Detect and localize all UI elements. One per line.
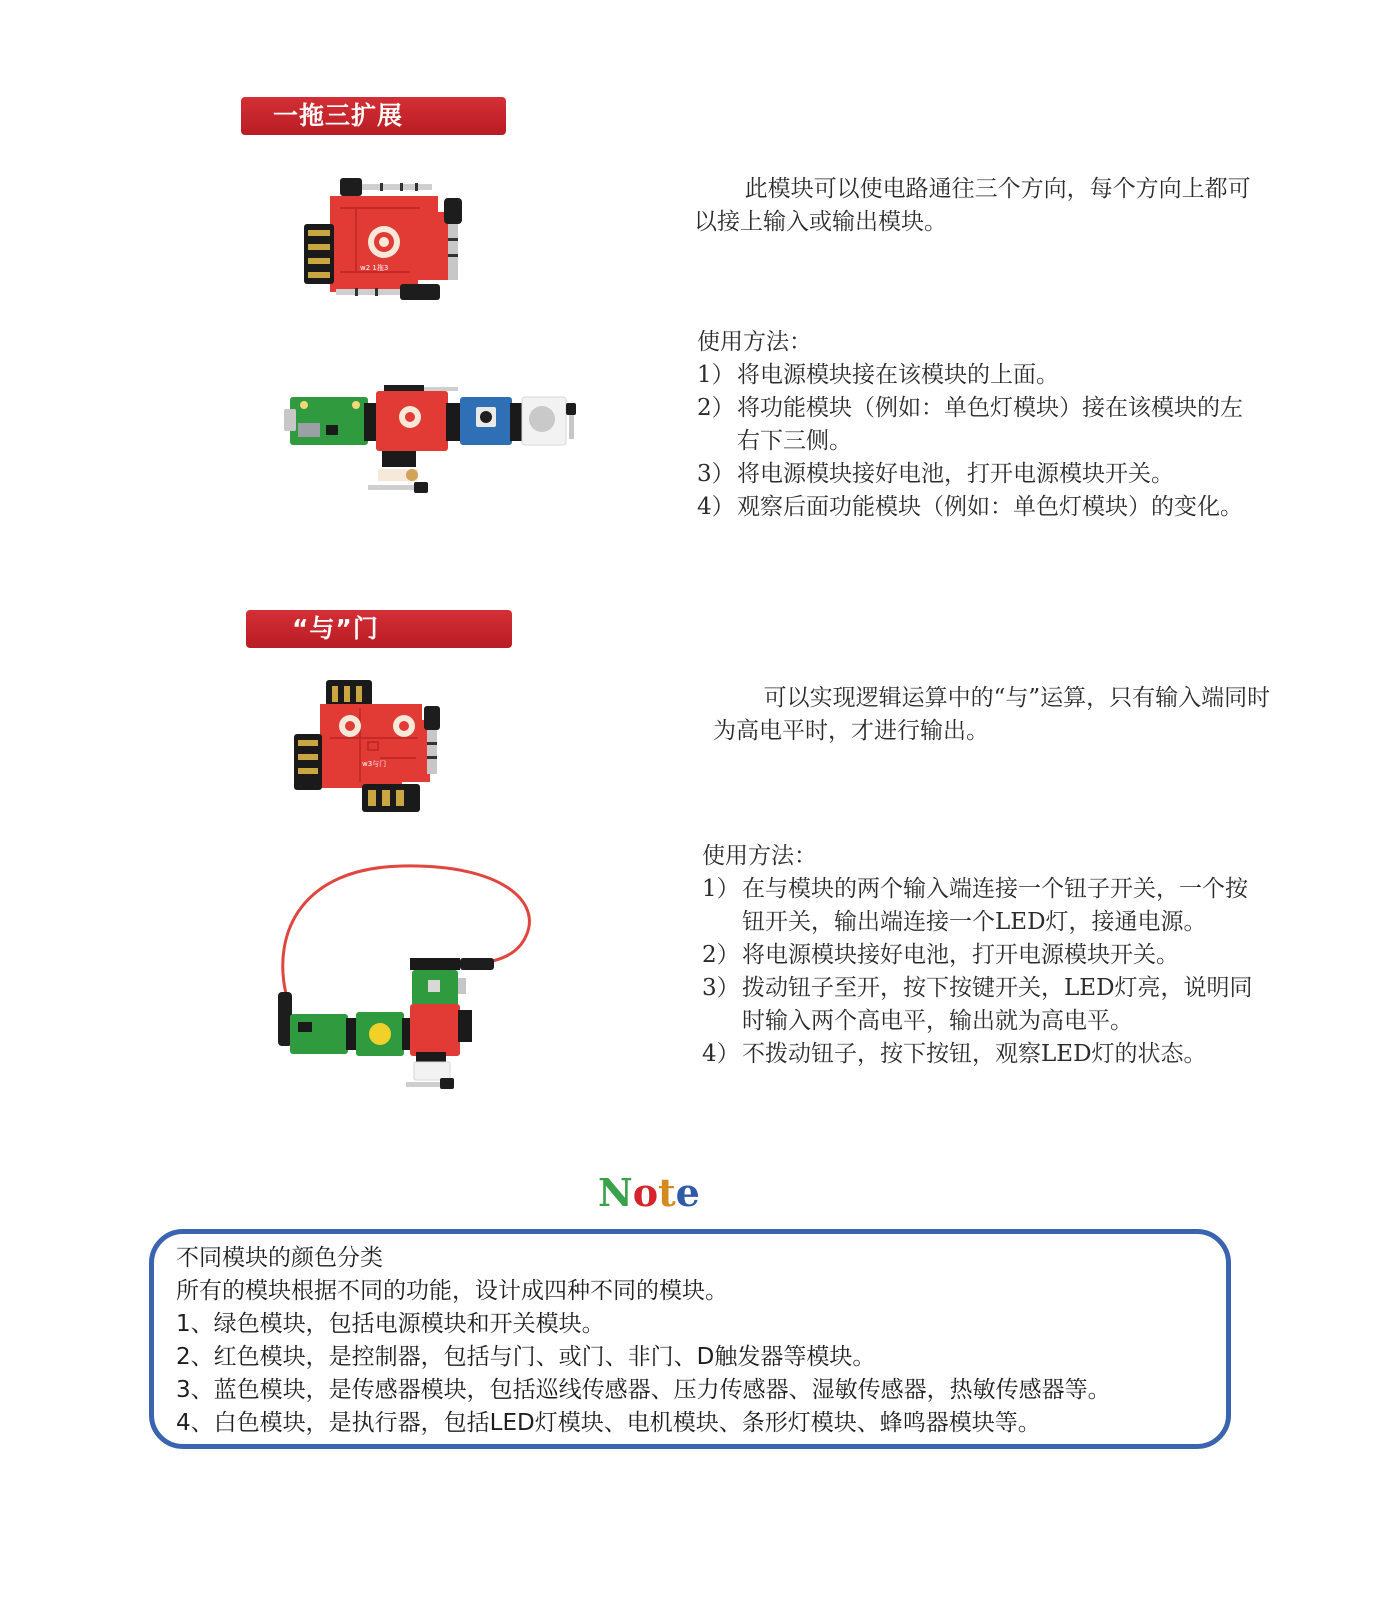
- step-text: 将功能模块（例如：单色灯模块）接在该模块的左右下三侧。: [737, 395, 1243, 454]
- and-gate-circuit-photo: [272, 862, 542, 1092]
- note-line: 2、红色模块，是控制器，包括与门、或门、非门、D触发器等模块。: [176, 1344, 876, 1370]
- usage-step: [697, 359, 1257, 392]
- and-gate-usage: [702, 840, 1262, 1071]
- step-number: 3）: [702, 975, 740, 1001]
- note-logo-letter: e: [675, 1170, 700, 1215]
- usage-step: [697, 491, 1257, 524]
- usage-step: [702, 873, 1262, 939]
- step-number: 2）: [702, 942, 740, 968]
- and-gate-module-photo: [290, 678, 450, 818]
- and-gate-usage-steps: [702, 873, 1262, 1071]
- step-text: 将电源模块接好电池，打开电源模块开关。: [742, 942, 1179, 968]
- step-number: 1）: [697, 362, 735, 388]
- expander-description: 此模块可以使电路通往三个方向，每个方向上都可以接上输入或输出模块。: [694, 176, 1251, 235]
- and-gate-board-label: w3与门: [362, 760, 387, 768]
- step-text: 拨动钮子至开，按下按键开关，LED灯亮，说明同时输入两个高电平，输出就为高电平。: [742, 975, 1253, 1034]
- step-number: 1）: [702, 876, 740, 902]
- step-text: 观察后面功能模块（例如：单色灯模块）的变化。: [737, 494, 1243, 520]
- usage-step: [702, 1038, 1262, 1071]
- step-text: 在与模块的两个输入端连接一个钮子开关，一个按钮开关，输出端连接一个LED灯，接通电源。: [742, 876, 1248, 935]
- expander-usage: [697, 326, 1257, 524]
- step-text: 将电源模块接在该模块的上面。: [737, 362, 1059, 388]
- section-title-and-gate: “与”门: [246, 610, 512, 648]
- step-number: 2）: [697, 395, 735, 421]
- note-line: 3、蓝色模块，是传感器模块，包括巡线传感器、压力传感器、湿敏传感器，热敏传感器等。: [176, 1377, 1111, 1403]
- note-box: [149, 1229, 1231, 1449]
- usage-step: [697, 392, 1257, 458]
- usage-step: [697, 458, 1257, 491]
- step-number: 3）: [697, 461, 735, 487]
- note-line: 4、白色模块，是执行器，包括LED灯模块、电机模块、条形灯模块、蜂鸣器模块等。: [176, 1410, 1041, 1436]
- and-gate-description: 可以实现逻辑运算中的“与”运算，只有输入端同时为高电平时，才进行输出。: [713, 685, 1271, 744]
- note-logo-letter: t: [658, 1170, 676, 1215]
- and-gate-description-block: [713, 682, 1278, 748]
- step-text: 将电源模块接好电池，打开电源模块开关。: [737, 461, 1174, 487]
- expander-description-block: [694, 173, 1254, 239]
- usage-step: [702, 972, 1262, 1038]
- expander-module-photo: [300, 172, 480, 312]
- section-title-expander: 一拖三扩展: [241, 97, 506, 135]
- step-number: 4）: [702, 1041, 740, 1067]
- and-gate-usage-title: 使用方法：: [702, 843, 817, 869]
- expander-board-label: w2 1拖3: [360, 264, 389, 272]
- note-line: 所有的模块根据不同的功能，设计成四种不同的模块。: [176, 1278, 728, 1304]
- usage-step: [702, 939, 1262, 972]
- note-logo-letter: N: [598, 1170, 633, 1215]
- expander-usage-steps: [697, 359, 1257, 524]
- step-number: 4）: [697, 494, 735, 520]
- note-logo: [598, 1172, 718, 1214]
- note-line: 1、绿色模块，包括电源模块和开关模块。: [176, 1311, 605, 1337]
- expander-usage-title: 使用方法：: [697, 329, 812, 355]
- note-heading: 不同模块的颜色分类: [176, 1245, 383, 1271]
- expander-assembly-photo: [284, 383, 584, 503]
- note-logo-letter: o: [632, 1170, 659, 1215]
- step-text: 不拨动钮子，按下按钮，观察LED灯的状态。: [742, 1041, 1207, 1067]
